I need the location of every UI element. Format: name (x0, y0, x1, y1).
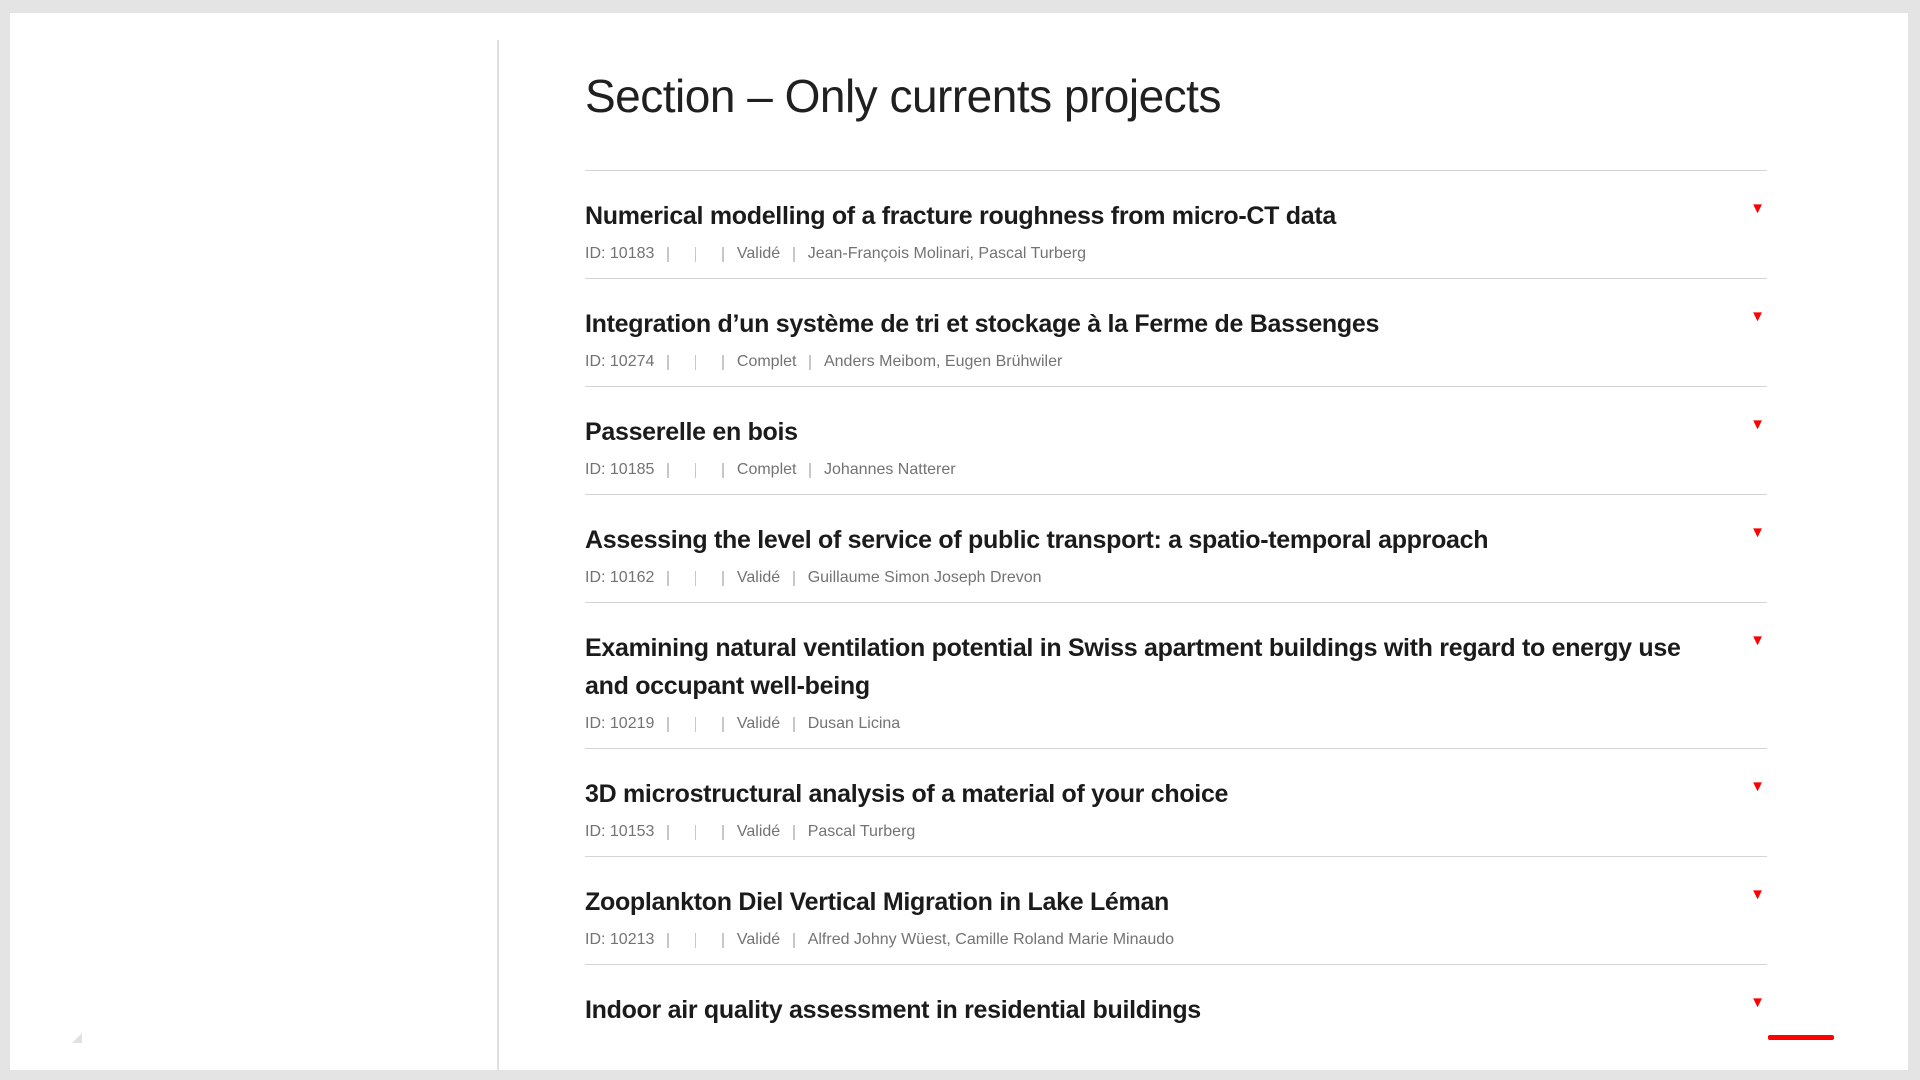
separator (809, 355, 811, 370)
separator (793, 717, 795, 732)
project-row (585, 171, 1767, 279)
project-meta (585, 714, 1767, 734)
project-authors: Anders Meibom, Eugen Brühwiler (823, 353, 1063, 370)
separator (695, 933, 697, 948)
separator (667, 355, 669, 370)
project-row (585, 495, 1767, 603)
separator (722, 571, 724, 586)
project-list (585, 170, 1767, 1036)
separator (793, 825, 795, 840)
separator (793, 247, 795, 262)
project-status: Validé (736, 245, 781, 262)
separator (695, 571, 697, 586)
project-status: Validé (736, 569, 781, 586)
project-authors: Johannes Natterer (823, 461, 956, 478)
separator (793, 571, 795, 586)
project-list-viewport (585, 170, 1767, 1036)
separator (667, 825, 669, 840)
project-meta (585, 822, 1767, 842)
separator (667, 933, 669, 948)
project-id: ID: 10162 (585, 569, 655, 586)
separator (722, 355, 724, 370)
project-id: ID: 10213 (585, 931, 655, 948)
project-row (585, 749, 1767, 857)
separator (722, 463, 724, 478)
project-authors: Pascal Turberg (807, 823, 916, 840)
page-title: Section – Only currents projects (585, 70, 1221, 122)
project-title: 3D microstructural analysis of a material of your choice (585, 780, 1229, 808)
chevron-down-icon[interactable]: ▼ (1750, 994, 1765, 1011)
project-title: Examining natural ventilation potential in Swiss apartment buildings with regard to energy use and occupant well-being (585, 634, 1681, 700)
project-meta (585, 352, 1767, 372)
project-meta (585, 930, 1767, 950)
sidebar-content-divider (497, 40, 499, 1070)
chevron-down-icon[interactable]: ▼ (1750, 778, 1765, 795)
project-status: Validé (736, 931, 781, 948)
chevron-down-icon[interactable]: ▼ (1750, 632, 1765, 649)
project-id: ID: 10219 (585, 715, 655, 732)
page-card (10, 13, 1908, 1070)
separator (667, 717, 669, 732)
project-status: Validé (736, 823, 781, 840)
main-content (585, 13, 1767, 1036)
separator (695, 355, 697, 370)
project-authors: Alfred Johny Wüest, Camille Roland Marie Minaudo (807, 931, 1175, 948)
separator (722, 825, 724, 840)
project-id: ID: 10274 (585, 353, 655, 370)
project-status: Complet (736, 353, 797, 370)
project-row (585, 965, 1767, 1036)
project-status: Validé (736, 715, 781, 732)
project-row (585, 857, 1767, 965)
project-id: ID: 10185 (585, 461, 655, 478)
separator (809, 463, 811, 478)
chevron-down-icon[interactable]: ▼ (1750, 524, 1765, 541)
separator (793, 933, 795, 948)
project-meta (585, 460, 1767, 480)
project-authors: Guillaume Simon Joseph Drevon (807, 569, 1042, 586)
separator (722, 247, 724, 262)
chevron-down-icon[interactable]: ▼ (1750, 200, 1765, 217)
chevron-down-icon[interactable]: ▼ (1750, 308, 1765, 325)
project-id: ID: 10183 (585, 245, 655, 262)
project-meta (585, 244, 1767, 264)
resize-grip-icon (72, 1033, 82, 1043)
separator (695, 825, 697, 840)
project-meta (585, 568, 1767, 588)
red-indicator-bar (1768, 1035, 1834, 1040)
project-authors: Dusan Licina (807, 715, 901, 732)
project-title: Indoor air quality assessment in residential buildings (585, 996, 1201, 1024)
project-title: Integration d’un système de tri et stockage à la Ferme de Bassenges (585, 310, 1380, 338)
project-row (585, 279, 1767, 387)
separator (667, 463, 669, 478)
separator (695, 247, 697, 262)
chevron-down-icon[interactable]: ▼ (1750, 416, 1765, 433)
separator (667, 571, 669, 586)
project-status: Complet (736, 461, 797, 478)
separator (695, 717, 697, 732)
project-title: Zooplankton Diel Vertical Migration in Lake Léman (585, 888, 1170, 916)
project-row (585, 603, 1767, 749)
project-row (585, 387, 1767, 495)
project-id: ID: 10153 (585, 823, 655, 840)
separator (722, 933, 724, 948)
separator (667, 247, 669, 262)
project-title: Passerelle en bois (585, 418, 798, 446)
project-title: Assessing the level of service of public transport: a spatio-temporal approach (585, 526, 1489, 554)
project-title: Numerical modelling of a fracture roughness from micro-CT data (585, 202, 1336, 230)
separator (695, 463, 697, 478)
chevron-down-icon[interactable]: ▼ (1750, 886, 1765, 903)
separator (722, 717, 724, 732)
project-authors: Jean-François Molinari, Pascal Turberg (807, 245, 1087, 262)
